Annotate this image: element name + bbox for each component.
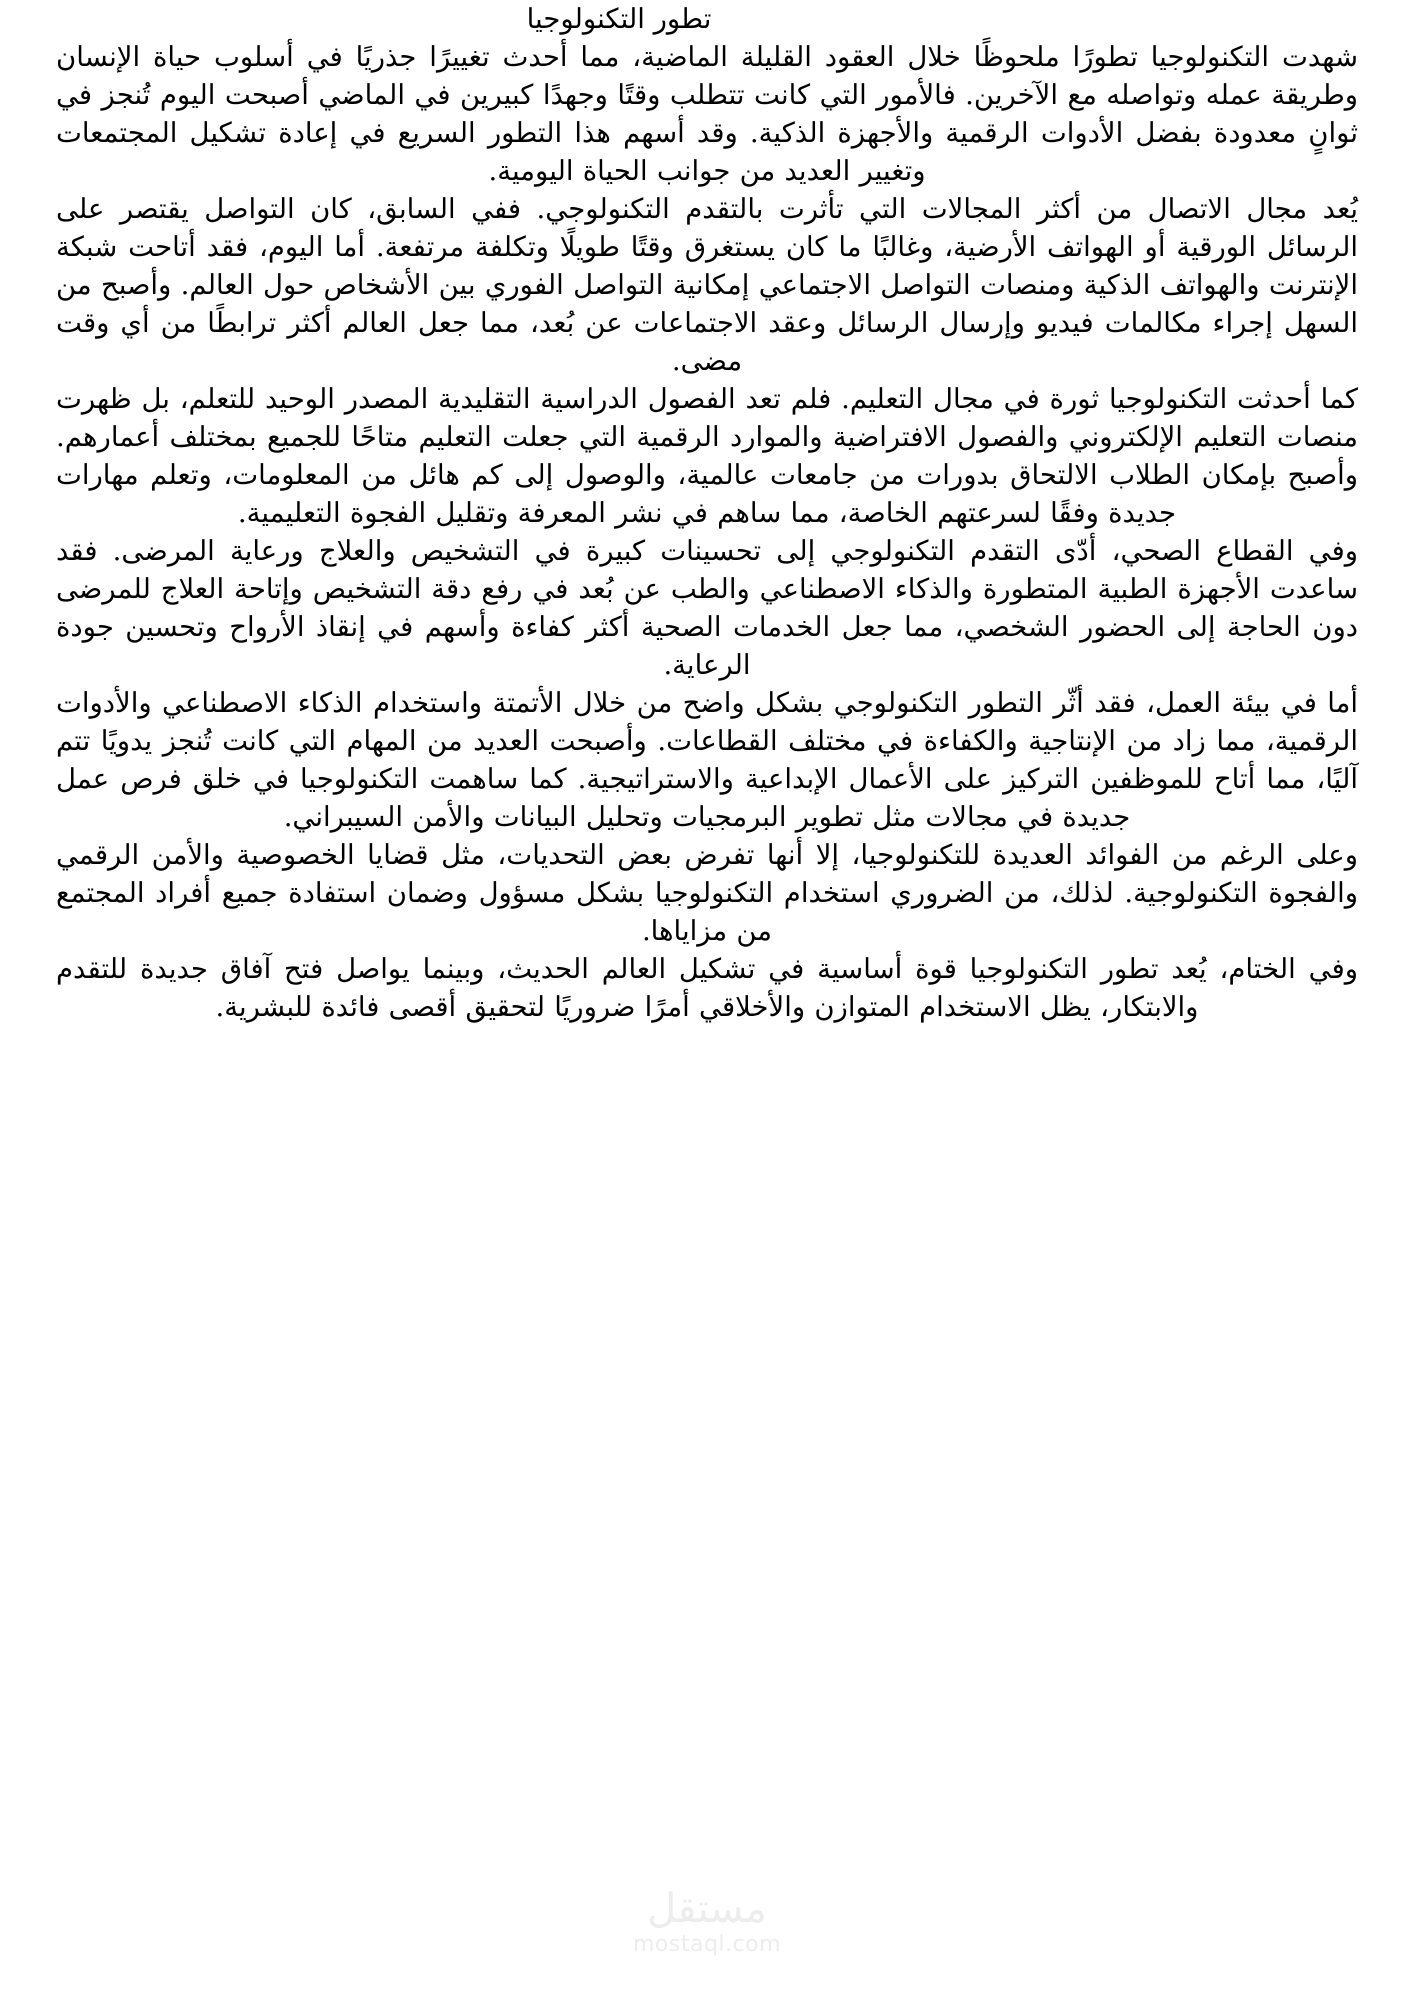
paragraph-challenges: وعلى الرغم من الفوائد العديدة للتكنولوجيا، إلا أنها تفرض بعض التحديات، مثل قضايا الخصوصية والأمن الرقمي والفجوة التكنولوجية. لذلك، من الضروري استخدام التكنولوجيا بشكل مسؤول وضمان استفادة جميع أفراد المجتمع من مزاياها. [56,839,1358,947]
mostaql-logo-text: مستقل [647,1886,767,1932]
mostaql-url-text: mostaql.com [632,1932,782,1957]
paragraph-healthcare: وفي القطاع الصحي، أدّى التقدم التكنولوجي إلى تحسينات كبيرة في التشخيص والعلاج ورعاية المرضى. فقد ساعدت الأجهزة الطبية المتطورة والذكاء الاصطناعي والطب عن بُعد في رفع دقة التشخيص وإتاحة العلاج للمرضى دون الحاجة إلى الحضور الشخصي، مما جعل الخدمات الصحية أكثر كفاءة وأسهم في إنقاذ الأرواح وتحسين جودة الرعاية. [56,535,1358,681]
paragraph-education: كما أحدثت التكنولوجيا ثورة في مجال التعليم. فلم تعد الفصول الدراسية التقليدية المصدر الوحيد للتعلم، بل ظهرت منصات التعليم الإلكتروني والفصول الافتراضية والموارد الرقمية التي جعلت التعليم متاحًا للجميع بمختلف أعمارهم. وأصبح بإمكان الطلاب الالتحاق بدورات من جامعات عالمية، والوصول إلى كم هائل من المعلومات، وتعلم مهارات جديدة وفقًا لسرعتهم الخاصة، مما ساهم في نشر المعرفة وتقليل الفجوة التعليمية. [56,383,1358,529]
paragraph-workplace: أما في بيئة العمل، فقد أثّر التطور التكنولوجي بشكل واضح من خلال الأتمتة واستخدام الذكاء الاصطناعي والأدوات الرقمية، مما زاد من الإنتاجية والكفاءة في مختلف القطاعات. وأصبحت العديد من المهام التي كانت تُنجز يدويًا تتم آليًا، مما أتاح للموظفين التركيز على الأعمال الإبداعية والاستراتيجية. كما ساهمت التكنولوجيا في خلق فرص عمل جديدة في مجالات مثل تطوير البرمجيات وتحليل البيانات والأمن السيبراني. [56,687,1358,833]
paragraph-intro: شهدت التكنولوجيا تطورًا ملحوظًا خلال العقود القليلة الماضية، مما أحدث تغييرًا جذريًا في أسلوب حياة الإنسان وطريقة عمله وتواصله مع الآخرين. فالأمور التي كانت تتطلب وقتًا وجهدًا كبيرين في الماضي أصبحت اليوم تُنجز في ثوانٍ معدودة بفضل الأدوات الرقمية والأجهزة الذكية. وقد أسهم هذا التطور السريع في إعادة تشكيل المجتمعات وتغيير العديد من جوانب الحياة اليومية. [56,41,1358,187]
page-title: تطور التكنولوجيا [526,3,712,35]
document-body [56,38,1358,1026]
paragraph-conclusion: وفي الختام، يُعد تطور التكنولوجيا قوة أساسية في تشكيل العالم الحديث، وبينما يواصل فتح آفاق جديدة للتقدم والابتكار، يظل الاستخدام المتوازن والأخلاقي أمرًا ضروريًا لتحقيق أقصى فائدة للبشرية. [56,953,1358,1023]
paragraph-communication: يُعد مجال الاتصال من أكثر المجالات التي تأثرت بالتقدم التكنولوجي. ففي السابق، كان التواصل يقتصر على الرسائل الورقية أو الهواتف الأرضية، وغالبًا ما كان يستغرق وقتًا طويلًا وتكلفة مرتفعة. أما اليوم، فقد أتاحت شبكة الإنترنت والهواتف الذكية ومنصات التواصل الاجتماعي إمكانية التواصل الفوري بين الأشخاص حول العالم. وأصبح من السهل إجراء مكالمات فيديو وإرسال الرسائل وعقد الاجتماعات عن بُعد، مما جعل العالم أكثر ترابطًا من أي وقت مضى. [56,193,1358,377]
mostaql-watermark [0,1887,1414,1958]
